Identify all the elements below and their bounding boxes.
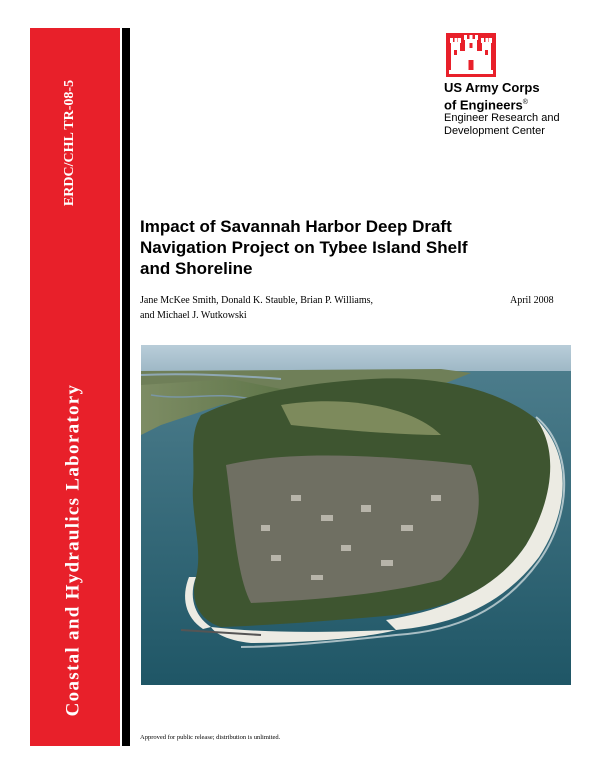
authors-line-1: Jane McKee Smith, Donald K. Stauble, Brian P. Williams, [140,295,373,306]
report-number-block [50,58,90,228]
title-line-1: Impact of Savannah Harbor Deep Draft [140,217,452,236]
registered-mark: ® [522,99,528,106]
laboratory-block [38,370,108,730]
report-number: ERDC/CHL TR-08-5 [62,79,77,207]
authors-line-2: and Michael J. Wutkowski [140,310,247,321]
report-title [140,216,560,279]
title-line-2: Navigation Project on Tybee Island Shelf [140,238,468,257]
agency-line-3: Engineer Research and [444,112,560,125]
distribution-statement: Approved for public release; distribution is unlimited. [140,734,281,741]
black-side-bar [122,28,130,746]
agency-line-4: Development Center [444,125,545,138]
authors [140,293,470,323]
laboratory-name: Coastal and Hydraulics Laboratory [62,383,84,717]
agency-line-2 [444,95,594,112]
publication-date: April 2008 [510,295,554,306]
castle-icon [446,33,496,77]
aerial-photo [141,345,571,685]
agency-line-2-text: of Engineers [444,97,523,113]
title-line-3: and Shoreline [140,259,253,278]
agency-block [444,80,594,138]
agency-line-1: US Army Corps [444,80,540,95]
